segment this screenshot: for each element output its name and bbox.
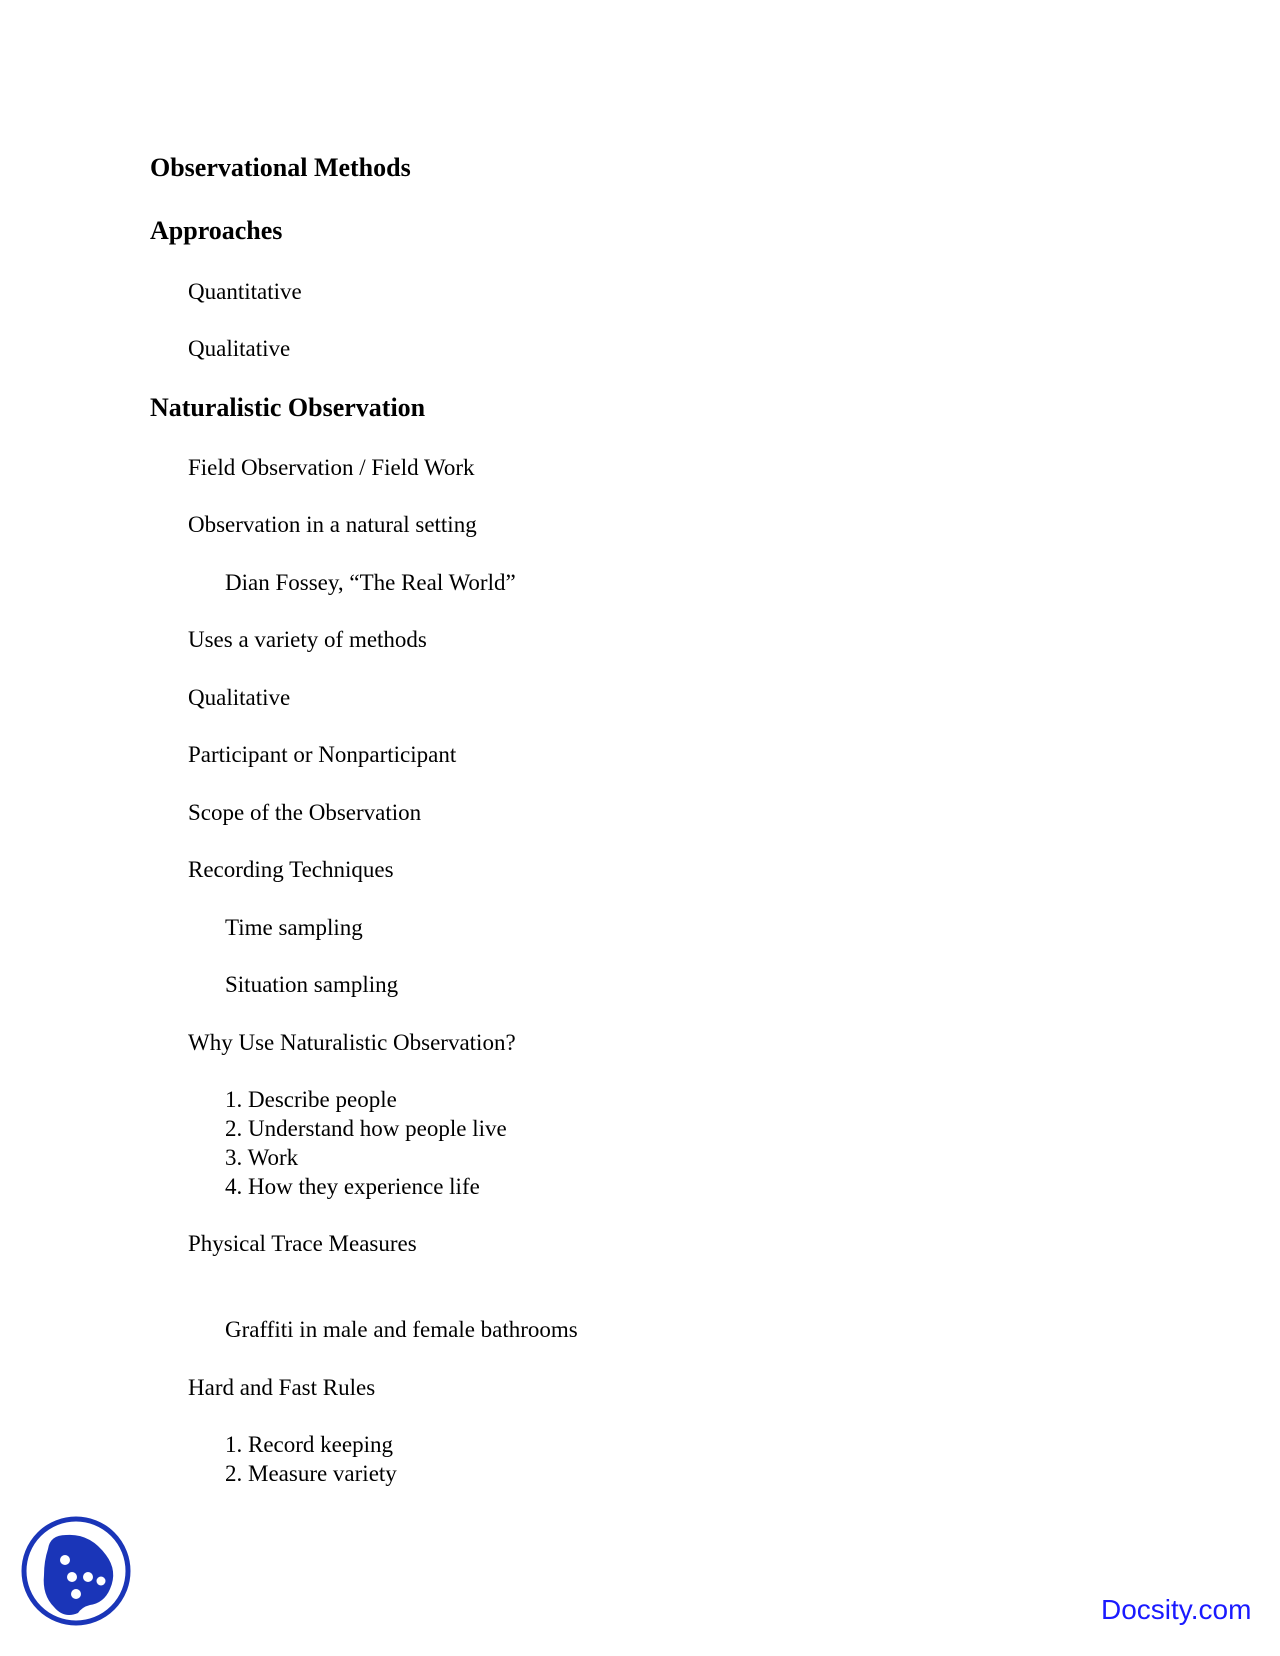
rules-item: 1. Record keeping: [225, 1432, 393, 1457]
physical-trace-label: Physical Trace Measures: [188, 1231, 417, 1256]
variety-text: Uses a variety of methods: [188, 627, 427, 652]
naturalistic-heading: Naturalistic Observation: [150, 393, 426, 422]
scope-text: Scope of the Observation: [188, 800, 422, 825]
field-observation-text: Field Observation / Field Work: [188, 455, 475, 480]
why-label: Why Use Naturalistic Observation?: [188, 1030, 516, 1055]
docsity-brand-link[interactable]: Docsity.com: [1101, 1594, 1252, 1625]
qualitative-text: Qualitative: [188, 685, 291, 710]
docsity-logo-icon[interactable]: [20, 1515, 132, 1627]
document-title: Observational Methods: [150, 153, 411, 182]
recording-techniques-label: Recording Techniques: [188, 857, 394, 882]
approaches-heading: Approaches: [150, 216, 283, 245]
logo-graphic: [20, 1515, 132, 1627]
why-item: 3. Work: [225, 1145, 299, 1170]
approach-item: Quantitative: [188, 279, 302, 304]
participant-text: Participant or Nonparticipant: [188, 742, 457, 767]
approach-item: Qualitative: [188, 336, 291, 361]
recording-item: Time sampling: [225, 915, 363, 940]
rules-item: 2. Measure variety: [225, 1461, 397, 1486]
natural-setting-text: Observation in a natural setting: [188, 512, 477, 537]
why-item: 2. Understand how people live: [225, 1116, 507, 1141]
example-text: Dian Fossey, “The Real World”: [225, 570, 516, 595]
why-item: 1. Describe people: [225, 1087, 397, 1112]
rules-label: Hard and Fast Rules: [188, 1375, 376, 1400]
physical-trace-example: Graffiti in male and female bathrooms: [225, 1317, 578, 1342]
why-item: 4. How they experience life: [225, 1174, 480, 1199]
recording-item: Situation sampling: [225, 972, 399, 997]
